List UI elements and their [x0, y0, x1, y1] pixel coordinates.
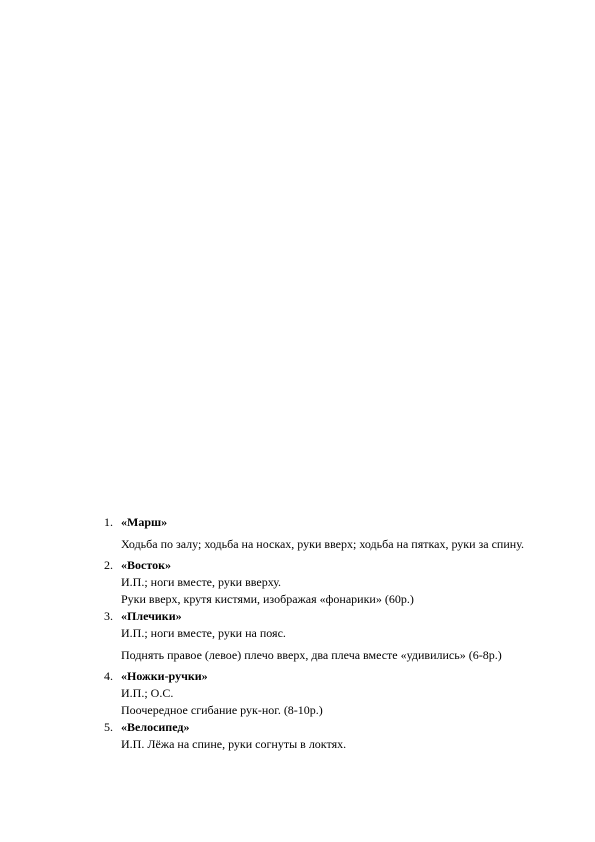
exercise-title: «Ножки-ручки»	[121, 669, 208, 683]
exercise-starting-position: И.П.; ноги вместе, руки вверху.	[121, 575, 282, 589]
exercise-item	[104, 668, 554, 719]
exercise-title: «Велосипед»	[121, 720, 190, 734]
exercise-item	[104, 557, 554, 608]
exercise-description: Ходьба по залу; ходьба на носках, руки вверх; ходьба на пятках, руки за спину.	[121, 537, 524, 551]
exercise-list	[104, 514, 554, 753]
exercise-description: Поднять правое (левое) плечо вверх, два плеча вместе «удивились» (6-8р.)	[121, 648, 502, 662]
exercise-item	[104, 608, 554, 668]
exercise-starting-position: И.П.; ноги вместе, руки на пояс.	[121, 626, 286, 640]
exercise-item	[104, 719, 554, 753]
exercise-title: «Плечики»	[121, 609, 182, 623]
exercise-number: 5.	[104, 720, 113, 734]
exercise-description: Руки вверх, крутя кистями, изображая «фонарики» (60р.)	[121, 592, 414, 606]
exercise-number: 4.	[104, 669, 113, 683]
exercise-item	[104, 514, 554, 557]
exercise-number: 3.	[104, 609, 113, 623]
exercise-description: Поочередное сгибание рук-ног. (8-10р.)	[121, 703, 323, 717]
exercise-number: 1.	[104, 515, 113, 529]
exercise-title: «Марш»	[121, 515, 168, 529]
exercise-number: 2.	[104, 558, 113, 572]
exercise-starting-position: И.П. Лёжа на спине, руки согнуты в локтях.	[121, 737, 347, 751]
exercise-starting-position: И.П.; О.С.	[121, 686, 174, 700]
exercise-title: «Восток»	[121, 558, 171, 572]
